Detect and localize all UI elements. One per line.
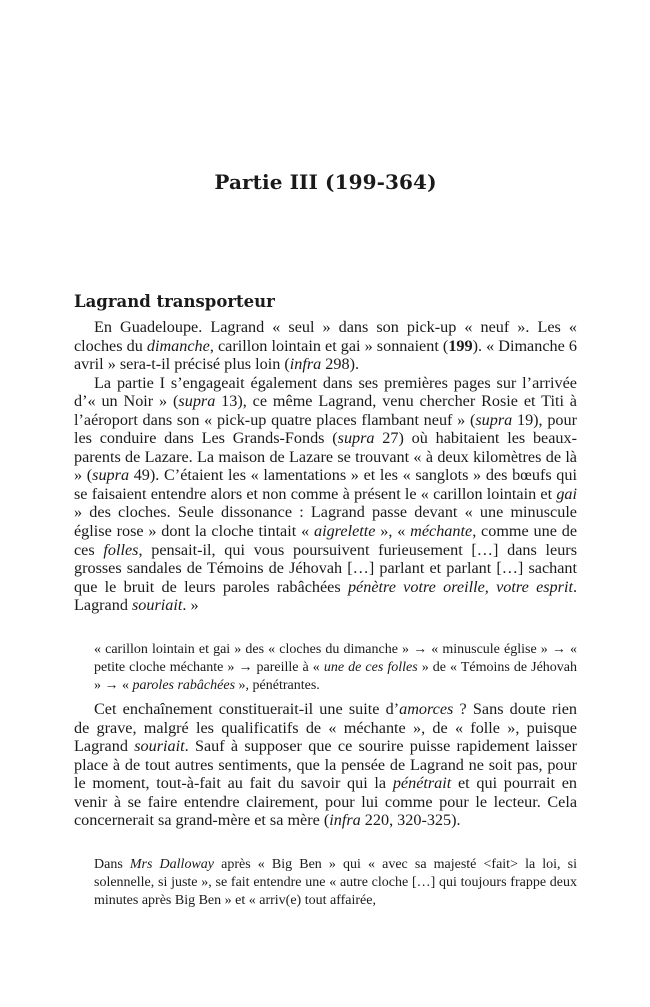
text-run: dimanche <box>146 336 210 355</box>
text-run: , pensait-il, qui vous poursuivent furieusement […] dans leurs grosses sandales de Témoins de Jéhovah […] parlant et parlant […] sachant que le bruit de leurs paroles rabâchées <box>74 540 577 596</box>
text-run: infra <box>329 811 361 830</box>
text-run: folles <box>103 540 139 559</box>
text-run: gai <box>556 484 577 503</box>
body-text-top <box>74 318 577 615</box>
paragraph-1 <box>74 318 577 374</box>
text-run: souriait <box>134 737 185 756</box>
text-run: amorces <box>399 700 454 718</box>
body-text-bottom <box>74 700 577 830</box>
text-run: 13), ce même Lagrand, venu chercher Rosie et Titi à l’aéroport dans son « pick-up quatre places flambant neuf » ( <box>74 392 577 429</box>
quote-block-2 <box>94 856 577 911</box>
text-run: . » <box>182 596 199 615</box>
text-run: En Guadeloupe. Lagrand « seul » dans son pick-up « neuf ». Les « cloches du <box>74 318 577 355</box>
text-run: supra <box>92 466 130 485</box>
text-run: 298). <box>321 355 360 374</box>
text-run: 27) où habitaient les beaux-parents de Lazare. La maison de Lazare se trouvant « à deux kilomètres de là » ( <box>74 429 577 485</box>
text-run: supra <box>337 429 375 448</box>
text-run: infra <box>289 355 322 374</box>
quote-block-1 <box>94 641 577 696</box>
text-run: Dans <box>94 857 130 872</box>
text-run: Cet enchaînement constituerait-il une suite d’ <box>94 700 400 718</box>
paragraph-2 <box>74 374 577 615</box>
paragraph-3 <box>74 700 577 830</box>
text-run: » de « Témoins de Jéhovah » → « <box>94 660 578 694</box>
section-title: Lagrand transporteur <box>74 292 275 311</box>
text-run: 220, 320-325). <box>360 811 461 830</box>
text-run: 199 <box>448 336 473 355</box>
text-run: », « <box>375 522 411 541</box>
text-run: après « Big Ben » qui « avec sa majesté <fait> la loi, si solennelle, si juste », se fait entendre une « autre cloche […] qui toujours frappe deux minutes après Big Ben » et « arriv(e) tout affairée, <box>94 857 578 909</box>
part-title: Partie III (199-364) <box>214 170 437 194</box>
text-run: ). « Dimanche 6 avril » sera-t-il précisé plus loin ( <box>74 336 577 374</box>
quote-1 <box>94 641 577 696</box>
text-run: et qui pourrait en venir à se faire entendre clairement, pour lui comme pour le lecteur. Cela concernerait sa grand-mère et sa mère ( <box>74 774 577 830</box>
text-run: une de ces folles <box>323 660 418 676</box>
text-run: aigrelette <box>314 522 376 541</box>
text-run: La partie I s’engageait également dans ses premières pages sur l’arrivée d’« un Noir » ( <box>74 373 577 411</box>
text-run: « carillon lointain et gai » des « cloches du dimanche » → « minuscule église » → « petite cloche méchante » → pareille à « <box>94 642 577 676</box>
text-run: pénétrait <box>392 774 452 793</box>
text-run: », pénétrantes. <box>235 678 320 694</box>
text-run: paroles rabâchées <box>132 678 236 694</box>
text-run: , carillon lointain et gai » sonnaient ( <box>209 336 449 355</box>
text-run: supra <box>178 392 216 411</box>
text-run: . Sauf à supposer que ce sourire puisse rapidement laisser place à de tout autres sentiments, que la pensée de Lagrand ne soit pas, pour le moment, tout-à-fait au fait du savoir qui la <box>74 737 578 793</box>
text-run: souriait <box>131 596 183 615</box>
text-run: . Lagrand <box>74 577 577 615</box>
text-run: méchante <box>410 522 473 541</box>
text-run: supra <box>475 410 513 429</box>
text-run: pénètre votre oreille, votre esprit <box>347 577 573 596</box>
text-run: 19), pour les conduire dans Les Grands-Fonds ( <box>74 410 577 448</box>
text-run: ? Sans doute rien de grave, malgré les qualificatifs de « méchante », de « folle », puisque Lagrand <box>74 700 577 756</box>
quote-2 <box>94 856 577 911</box>
text-run: , comme une de ces <box>74 522 578 559</box>
text-run: 49). C’étaient les « lamentations » et les « sanglots » des bœufs qui se faisaient entendre alors et non comme à présent le « carillon lointain et <box>74 466 577 503</box>
text-run: Mrs Dalloway <box>129 857 215 872</box>
text-run: » des cloches. Seule dissonance : Lagrand passe devant « une minuscule église rose » dont la cloche tintait « <box>74 503 577 541</box>
